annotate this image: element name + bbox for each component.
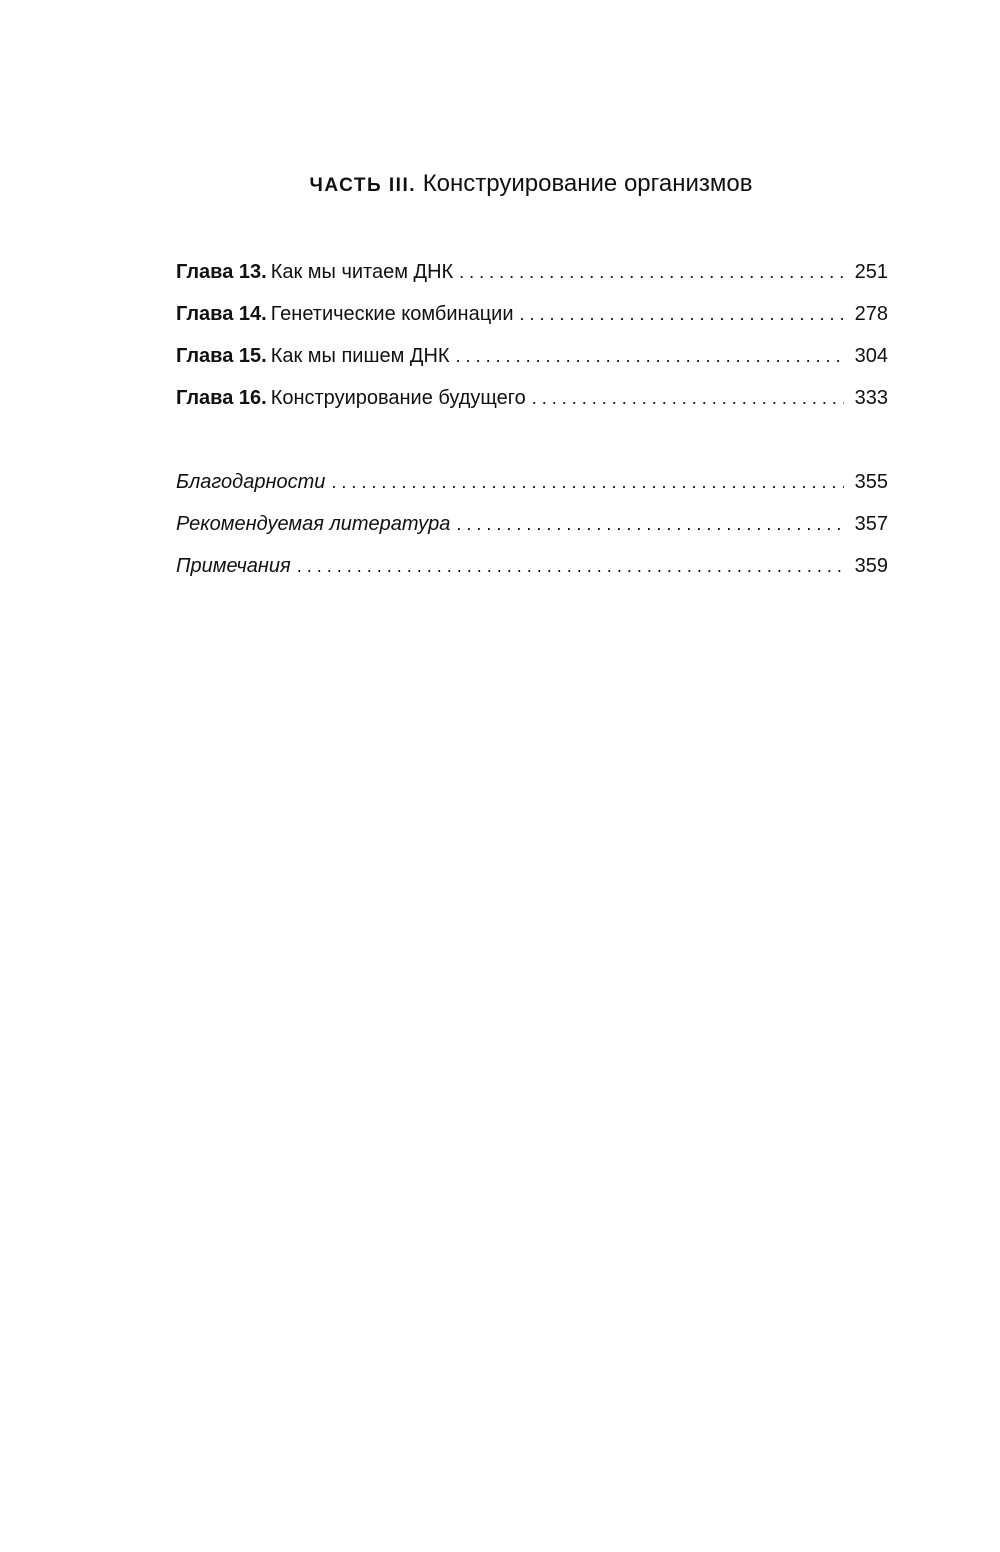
- back-matter-title: Примечания: [176, 555, 291, 577]
- chapter-label: Глава 13.: [176, 261, 267, 283]
- page-number: 304: [854, 345, 888, 367]
- chapter-title: Как мы читаем ДНК: [270, 261, 454, 283]
- chapter-entry: [176, 340, 888, 382]
- back-matter-entry: [176, 466, 888, 508]
- page-number: 357: [854, 513, 888, 535]
- chapter-label: Глава 14.: [176, 303, 267, 325]
- dot-leader: [456, 508, 844, 540]
- page-number: 278: [854, 303, 888, 325]
- back-matter-title: Благодарности: [176, 471, 326, 493]
- back-matter-entry: [176, 508, 888, 550]
- chapter-list: [176, 256, 888, 424]
- page-number: 333: [854, 387, 888, 409]
- back-matter-list: [176, 466, 888, 592]
- chapter-entry: [176, 298, 888, 340]
- dot-leader: [331, 466, 844, 498]
- part-title: Конструирование организмов: [422, 170, 753, 197]
- chapter-label: Глава 16.: [176, 387, 267, 409]
- part-heading: [0, 168, 1000, 202]
- dot-leader: [297, 550, 844, 582]
- dot-leader: [459, 256, 844, 288]
- chapter-entry: [176, 382, 888, 424]
- back-matter-title: Рекомендуемая литература: [176, 513, 451, 535]
- dot-leader: [520, 298, 845, 330]
- page-number: 359: [854, 555, 888, 577]
- page-number: 251: [854, 261, 888, 283]
- chapter-entry: [176, 256, 888, 298]
- back-matter-entry: [176, 550, 888, 592]
- chapter-title: Генетические комбинации: [270, 303, 514, 325]
- part-label: ЧАСТЬ III.: [309, 175, 417, 196]
- dot-leader: [456, 340, 844, 372]
- chapter-label: Глава 15.: [176, 345, 267, 367]
- chapter-title: Как мы пишем ДНК: [270, 345, 450, 367]
- page-number: 355: [854, 471, 888, 493]
- dot-leader: [532, 382, 844, 414]
- chapter-title: Конструирование будущего: [270, 387, 526, 409]
